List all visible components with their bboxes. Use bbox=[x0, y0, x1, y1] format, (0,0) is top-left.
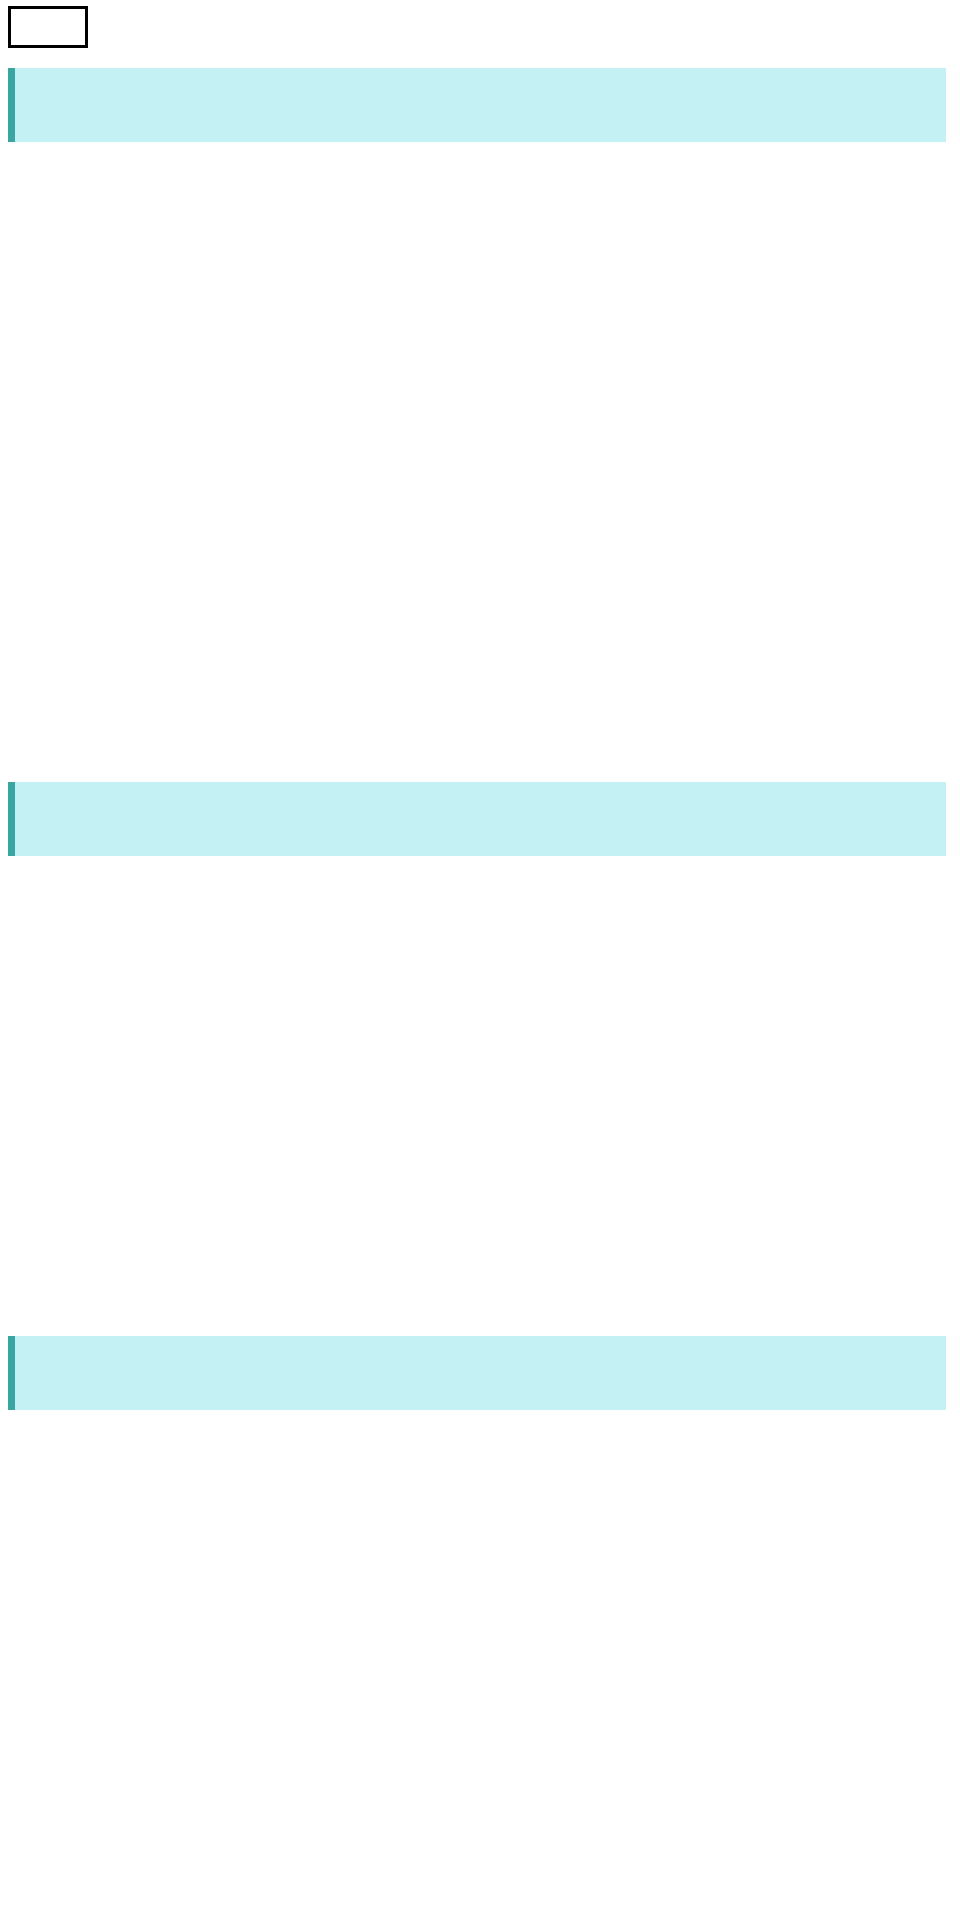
section-title-meanings bbox=[8, 782, 946, 856]
section-title-gender bbox=[8, 68, 946, 142]
exercise-number bbox=[8, 6, 88, 48]
section-title-sentences bbox=[8, 1336, 946, 1410]
